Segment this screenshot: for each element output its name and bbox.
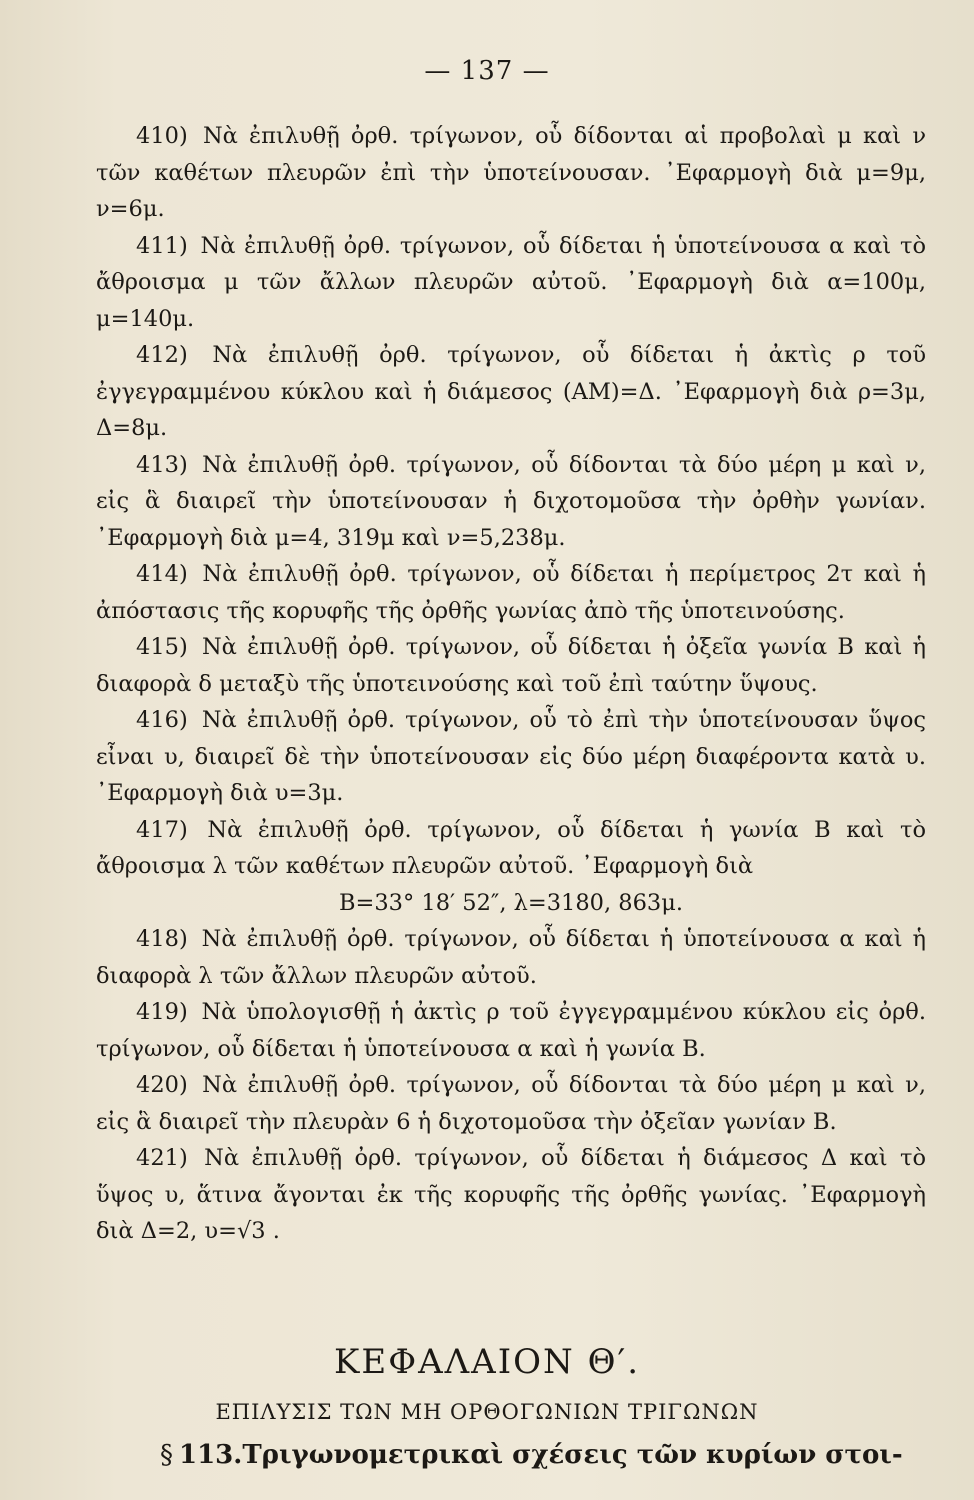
exercise-419 (96, 994, 926, 1067)
exercise-number: 420) (136, 1072, 188, 1098)
exercise-420 (96, 1067, 926, 1140)
exercise-text: Νὰ ἐπιλυθῇ ὀρθ. τρίγωνον, οὗ δίδονται αἱ προβολαὶ μ καὶ ν τῶν καθέτων πλευρῶν ἐπὶ τὴν ὑποτείνουσαν. ᾿Εφαρμογὴ διὰ μ=9μ, ν=6μ. (96, 123, 927, 222)
exercise-413 (96, 447, 926, 557)
section-symbol: § (160, 1440, 173, 1470)
exercise-417 (96, 812, 926, 885)
exercise-text: Νὰ ἐπιλυθῇ ὀρθ. τρίγωνον, οὗ δίδεται ἡ ὑποτείνουσα α καὶ ἡ διαφορὰ λ τῶν ἄλλων πλευρῶν αὐτοῦ. (96, 926, 926, 989)
exercise-number: 411) (136, 232, 188, 259)
exercise-text: Νὰ ἐπιλυθῇ ὀρθ. τρίγωνον, οὗ τὸ ἐπὶ τὴν ὑποτείνουσαν ὕψος εἶναι υ, διαιρεῖ δὲ τὴν ὑποτείνουσαν εἰς δύο μέρη διαφέροντα κατὰ υ. ᾿Εφαρμογὴ διὰ υ=3μ. (96, 707, 927, 806)
exercise-421 (96, 1140, 926, 1250)
exercise-list (96, 118, 926, 1250)
exercise-415 (96, 629, 926, 702)
exercise-number: 417) (136, 816, 188, 843)
exercise-text: Νὰ ἐπιλυθῇ ὀρθ. τρίγωνον, οὗ δίδεται ἡ γωνία Β καὶ τὸ ἄθροισμα λ τῶν καθέτων πλευρῶν αὐτοῦ. ᾿Εφαρμογὴ διὰ (96, 816, 927, 879)
exercise-number: 418) (136, 926, 188, 952)
page-number: — 137 — (424, 56, 550, 86)
section-title: Τριγωνομετρικαὶ σχέσεις τῶν κυρίων στοι- (242, 1440, 903, 1470)
exercise-417-formula: Β=33° 18′ 52″, λ=3180, 863μ. (338, 889, 684, 916)
exercise-text: Νὰ ἐπιλυθῇ ὀρθ. τρίγωνον, οὗ δίδεται ἡ ὀξεῖα γωνία Β καὶ ἡ διαφορὰ δ μεταξὺ τῆς ὑποτεινούσης καὶ τοῦ ἐπὶ ταύτην ὕψους. (96, 634, 926, 697)
chapter-title: ΚΕΦΑΛΑΙΟΝ Θ′. (333, 1342, 641, 1382)
exercise-416 (96, 702, 926, 812)
exercise-418 (96, 921, 926, 994)
exercise-number: 410) (136, 123, 188, 149)
exercise-number: 415) (136, 634, 188, 660)
exercise-414 (96, 556, 926, 629)
exercise-number: 416) (136, 707, 188, 733)
exercise-text: Νὰ ἐπιλυθῇ ὀρθ. τρίγωνον, οὗ δίδεται ἡ ἀκτὶς ρ τοῦ ἐγγεγραμμένου κύκλου καὶ ἡ διάμεσος (ΑΜ)=Δ. ᾿Εφαρμογὴ διὰ ρ=3μ, Δ=8μ. (96, 342, 927, 441)
exercise-text: Νὰ ἐπιλυθῇ ὀρθ. τρίγωνον, οὗ δίδεται ἡ διάμεσος Δ καὶ τὸ ὕψος υ, ἅτινα ἄγονται ἐκ τῆς κορυφῆς τῆς ὀρθῆς γωνίας. ᾿Εφαρμογὴ διὰ Δ=2, υ=√3 . (96, 1145, 927, 1244)
exercise-number: 421) (136, 1145, 188, 1171)
exercise-text: Νὰ ἐπιλυθῇ ὀρθ. τρίγωνον, οὗ δίδεται ἡ περίμετρος 2τ καὶ ἡ ἀπόστασις τῆς κορυφῆς τῆς ὀρθῆς γωνίας ἀπὸ τῆς ὑποτεινούσης. (96, 561, 927, 624)
exercise-text: Νὰ ἐπιλυθῇ ὀρθ. τρίγωνον, οὗ δίδονται τὰ δύο μέρη μ καὶ ν, εἰς ἃ διαιρεῖ τὴν ὑποτείνουσαν ἡ διχοτομοῦσα τὴν ὀρθὴν γωνίαν. ᾿Εφαρμογὴ διὰ μ=4, 319μ καὶ ν=5,238μ. (96, 451, 926, 551)
exercise-number: 414) (136, 561, 188, 587)
exercise-number: 419) (136, 999, 188, 1025)
exercise-412 (96, 337, 926, 447)
exercise-text: Νὰ ἐπιλυθῇ ὀρθ. τρίγωνον, οὗ δίδονται τὰ δύο μέρη μ καὶ ν, εἰς ἃ διαιρεῖ τὴν πλευρὰν 6 ἡ διχοτομοῦσα τὴν ὀξεῖαν γωνίαν Β. (96, 1072, 926, 1135)
exercise-number: 413) (136, 451, 188, 478)
exercise-text: Νὰ ὑπολογισθῇ ἡ ἀκτὶς ρ τοῦ ἐγγεγραμμένου κύκλου εἰς ὀρθ. τρίγωνον, οὗ δίδεται ἡ ὑποτείνουσα α καὶ ἡ γωνία Β. (96, 999, 926, 1062)
exercise-411 (96, 228, 926, 338)
exercise-410 (96, 118, 926, 228)
chapter-subtitle: ΕΠΙΛΥΣΙΣ ΤΩΝ ΜΗ ΟΡΘΟΓΩΝΙΩΝ ΤΡΙΓΩΝΩΝ (215, 1400, 759, 1424)
exercise-text: Νὰ ἐπιλυθῇ ὀρθ. τρίγωνον, οὗ δίδεται ἡ ὑποτείνουσα α καὶ τὸ ἄθροισμα μ τῶν ἄλλων πλευρῶν αὐτοῦ. ᾿Εφαρμογὴ διὰ α=100μ, μ=140μ. (96, 232, 926, 332)
section-heading (160, 1440, 950, 1470)
section-number: 113. (179, 1440, 243, 1470)
exercise-number: 412) (136, 342, 188, 368)
